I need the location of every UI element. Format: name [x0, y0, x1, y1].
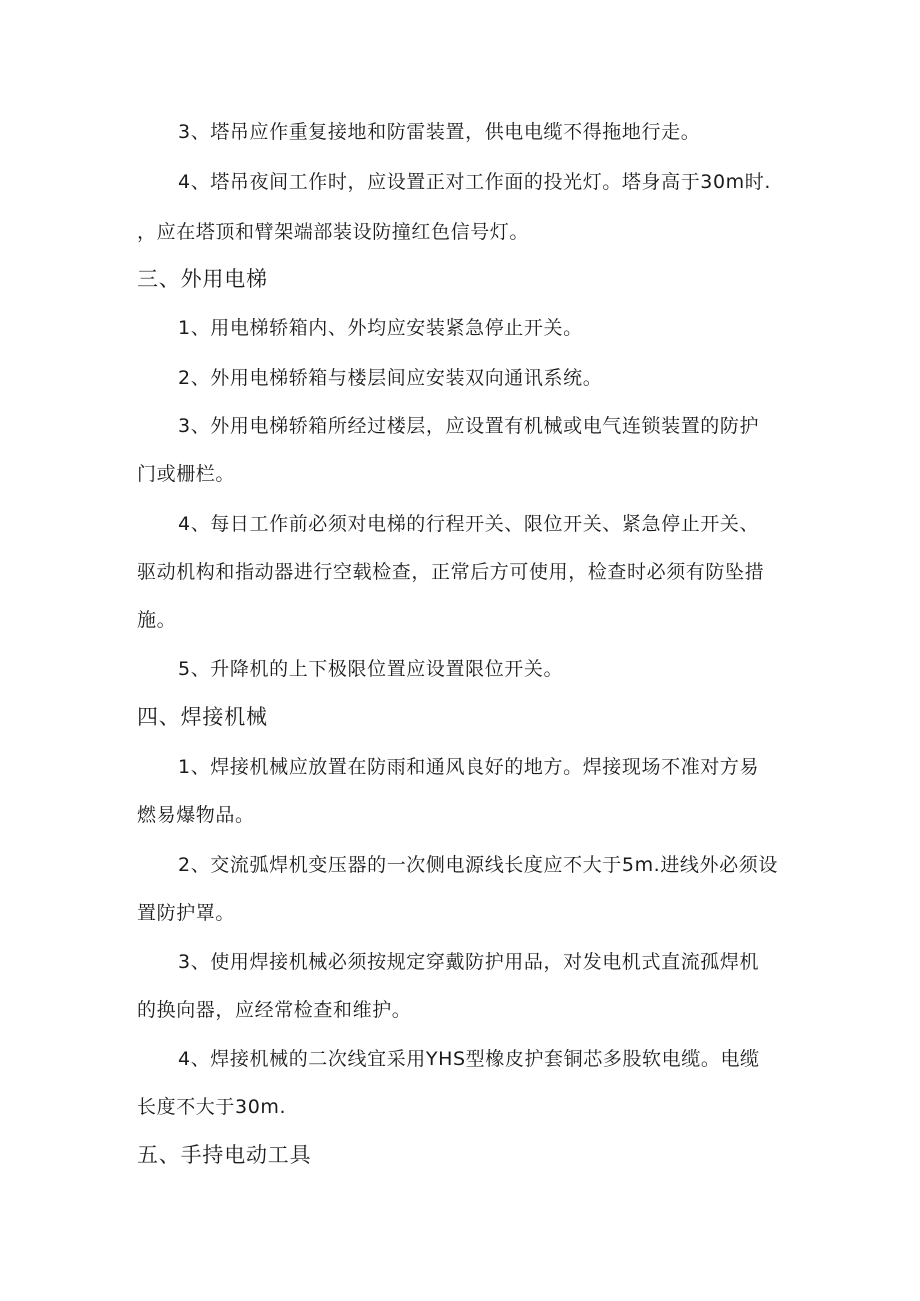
paragraph-line: 2、外用电梯轿箱与楼层间应安装双向通讯系统。 [178, 367, 603, 389]
paragraph-line: 的换向器，应经常检查和维护。 [137, 999, 412, 1021]
paragraph-line: 4、焊接机械的二次线宜采用YHS型橡皮护套铜芯多股软电缆。电缆 [178, 1048, 760, 1070]
paragraph-line: 燃易爆物品。 [137, 804, 255, 826]
paragraph-line: 3、外用电梯轿箱所经过楼层，应设置有机械或电气连锁装置的防护 [178, 415, 760, 437]
paragraph-line: 长度不大于30m. [137, 1096, 287, 1118]
paragraph-line: 4、塔吊夜间工作时，应设置正对工作面的投光灯。塔身高于30m时. [178, 171, 772, 193]
paragraph-line: 1、用电梯轿箱内、外均应安装紧急停止开关。 [178, 317, 583, 339]
paragraph-line: 3、塔吊应作重复接地和防雷装置，供电电缆不得拖地行走。 [178, 121, 701, 143]
paragraph-line: 1、焊接机械应放置在防雨和通风良好的地方。焊接现场不准对方易 [178, 756, 760, 778]
section-heading: 四、焊接机械 [137, 705, 268, 729]
paragraph-line: 门或栅栏。 [137, 463, 236, 485]
paragraph-line: 2、交流弧焊机变压器的一次侧电源线长度应不大于5m.进线外必须设 [178, 854, 778, 876]
paragraph-line: 施。 [137, 609, 177, 631]
paragraph-line: 5、升降机的上下极限位置应设置限位开关。 [178, 658, 564, 680]
section-heading: 五、手持电动工具 [137, 1143, 312, 1167]
paragraph-line: 驱动机构和指动器进行空载检查，正常后方可使用，检查时必须有防坠措 [137, 561, 765, 583]
paragraph-line: 4、每日工作前必须对电梯的行程开关、限位开关、紧急停止开关、 [178, 513, 760, 535]
paragraph-line: 3、使用焊接机械必须按规定穿戴防护用品，对发电机式直流孤焊机 [178, 951, 760, 973]
section-heading: 三、外用电梯 [137, 267, 268, 291]
paragraph-line: 置防护罩。 [137, 902, 236, 924]
paragraph-line: ，应在塔顶和臂架端部装设防撞红色信号灯。 [137, 221, 530, 243]
